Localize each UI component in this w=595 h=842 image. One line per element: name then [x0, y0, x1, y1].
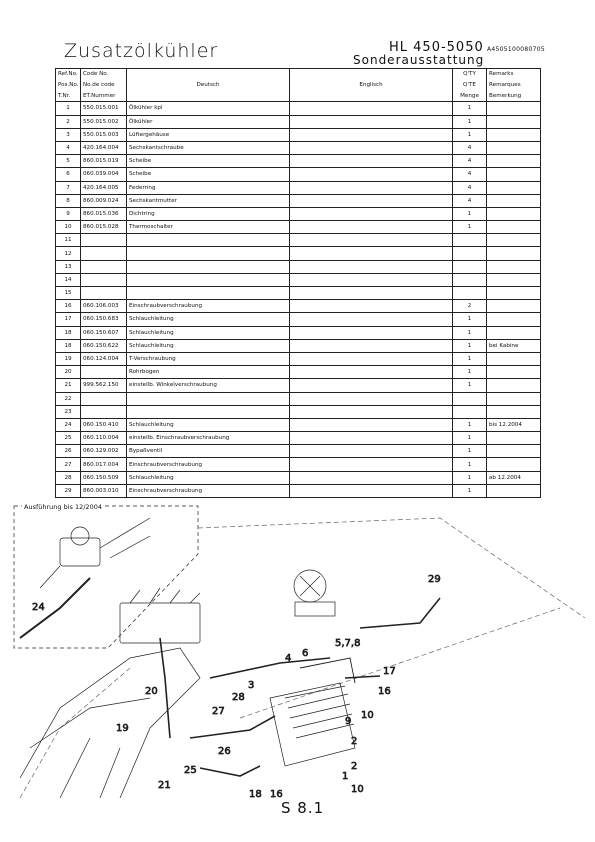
table-row — [56, 102, 541, 115]
cell-rem — [487, 155, 541, 168]
cell-de: einstellb. Winkelverschraubung — [127, 379, 290, 392]
cell-qty: 1 — [453, 313, 487, 326]
cell-qty: 1 — [453, 366, 487, 379]
cell-en — [290, 102, 453, 115]
cell-en — [290, 300, 453, 313]
cell-de: Schlauchleitung — [127, 339, 290, 352]
cell-qty: 1 — [453, 207, 487, 220]
cell-en — [290, 484, 453, 497]
cell-pos: 20 — [56, 366, 81, 379]
header-englisch: Englisch — [290, 80, 453, 91]
header-englisch-blank — [290, 69, 453, 80]
table-row — [56, 115, 541, 128]
cell-en — [290, 366, 453, 379]
cell-en — [290, 194, 453, 207]
cell-qty: 1 — [453, 471, 487, 484]
cell-pos: 7 — [56, 181, 81, 194]
cell-qty: 4 — [453, 155, 487, 168]
table-row — [56, 352, 541, 365]
cell-code: 060.150.683 — [81, 313, 127, 326]
cell-qty: 1 — [453, 458, 487, 471]
cell-pos: 15 — [56, 287, 81, 300]
cell-de: Schlauchleitung — [127, 326, 290, 339]
cell-pos: 8 — [56, 194, 81, 207]
cell-pos: 21 — [56, 379, 81, 392]
document-number: A4505100080705 — [487, 46, 545, 53]
cell-pos: 10 — [56, 221, 81, 234]
cell-en — [290, 432, 453, 445]
cell-de: Rohrbogen — [127, 366, 290, 379]
cell-rem — [487, 221, 541, 234]
oil-cooler-icon — [270, 658, 358, 766]
cell-de: Scheibe — [127, 168, 290, 181]
page-subtitle: Sonderausstattung — [353, 53, 485, 67]
table-row — [56, 247, 541, 260]
cell-de: Einschraubverschraubung — [127, 484, 290, 497]
table-row — [56, 458, 541, 471]
cell-de — [127, 273, 290, 286]
callout-label: 10 — [361, 710, 374, 721]
callout-label: 2 — [351, 761, 358, 772]
callout-label: 18 — [249, 789, 262, 798]
cell-qty: 2 — [453, 300, 487, 313]
cell-code: 060.150.607 — [81, 326, 127, 339]
cell-en — [290, 352, 453, 365]
table-row — [56, 418, 541, 431]
cell-qty: 1 — [453, 418, 487, 431]
cell-code — [81, 273, 127, 286]
cell-code: 860.017.004 — [81, 458, 127, 471]
cell-code — [81, 247, 127, 260]
cell-en — [290, 339, 453, 352]
table-row — [56, 300, 541, 313]
table-row — [56, 471, 541, 484]
callout-label: 2 — [351, 736, 358, 747]
cell-de: Schlauchleitung — [127, 471, 290, 484]
cell-rem — [487, 458, 541, 471]
table-row — [56, 313, 541, 326]
cell-rem: bis 12.2004 — [487, 418, 541, 431]
inset-frame — [14, 506, 198, 648]
cell-rem — [487, 181, 541, 194]
cell-pos: 28 — [56, 471, 81, 484]
cell-rem — [487, 168, 541, 181]
cell-qty — [453, 392, 487, 405]
callout-label: 4 — [285, 653, 292, 664]
table-row — [56, 141, 541, 154]
cell-pos: 18 — [56, 326, 81, 339]
header-deutsch-blank — [127, 69, 290, 80]
cell-code: 420.164.004 — [81, 141, 127, 154]
cell-en — [290, 418, 453, 431]
table-row — [56, 339, 541, 352]
cell-de: Schlauchleitung — [127, 418, 290, 431]
cell-de: Bypaßventil — [127, 445, 290, 458]
cell-pos: 9 — [56, 207, 81, 220]
cell-pos: 24 — [56, 418, 81, 431]
inset-valve-icon — [20, 518, 150, 638]
cell-de — [127, 405, 290, 418]
cell-pos: 4 — [56, 141, 81, 154]
cell-de: Dichtring — [127, 207, 290, 220]
table-row — [56, 168, 541, 181]
table-row — [56, 366, 541, 379]
cell-code: 550.015.002 — [81, 115, 127, 128]
cell-de: T-Verschraubung — [127, 352, 290, 365]
cell-rem — [487, 366, 541, 379]
cell-en — [290, 221, 453, 234]
cell-code: 060.106.003 — [81, 300, 127, 313]
cell-en — [290, 155, 453, 168]
exploded-view-drawing — [0, 498, 595, 798]
callout-label: 16 — [270, 789, 283, 798]
cell-de — [127, 260, 290, 273]
callout-label: 3 — [248, 680, 255, 691]
page-title: Zusatzölkühler — [64, 40, 219, 62]
cell-de — [127, 247, 290, 260]
cell-de: Sechskantmutter — [127, 194, 290, 207]
cell-rem — [487, 405, 541, 418]
cell-rem — [487, 273, 541, 286]
header-ref: Pos.No. — [56, 80, 81, 91]
cell-de: Schlauchleitung — [127, 313, 290, 326]
cell-en — [290, 128, 453, 141]
table-row — [56, 221, 541, 234]
cell-en — [290, 168, 453, 181]
callout-label: 25 — [184, 765, 197, 776]
callout-label: 16 — [378, 686, 391, 697]
callout-label: 19 — [116, 723, 129, 734]
cell-code: 060.129.002 — [81, 445, 127, 458]
header-qty: Q'TY — [453, 69, 487, 80]
callout-label: 29 — [428, 574, 441, 585]
table-row — [56, 260, 541, 273]
table-row — [56, 287, 541, 300]
table-row — [56, 405, 541, 418]
cell-code: 860.015.036 — [81, 207, 127, 220]
cell-de: einstellb. Einschraubverschraubung — [127, 432, 290, 445]
cell-rem — [487, 484, 541, 497]
table-row — [56, 155, 541, 168]
cell-rem: ab 12.2004 — [487, 471, 541, 484]
cell-code: 060.150.622 — [81, 339, 127, 352]
callout-label: 28 — [232, 692, 245, 703]
cell-code: 550.015.001 — [81, 102, 127, 115]
table-row — [56, 194, 541, 207]
cell-rem — [487, 141, 541, 154]
table-row — [56, 181, 541, 194]
cell-code — [81, 366, 127, 379]
cell-de: Sechskantschraube — [127, 141, 290, 154]
callout-label: 26 — [218, 746, 231, 757]
cell-pos: 13 — [56, 260, 81, 273]
callout-label: 6 — [302, 648, 309, 659]
cell-code: 060.124.004 — [81, 352, 127, 365]
cell-code: 999.562.150 — [81, 379, 127, 392]
cell-qty: 4 — [453, 194, 487, 207]
cell-pos: 14 — [56, 273, 81, 286]
cell-rem — [487, 313, 541, 326]
cell-en — [290, 247, 453, 260]
callout-label: 21 — [158, 780, 171, 791]
header-code: ET.Nummer — [81, 91, 127, 102]
header-deutsch: Deutsch — [127, 80, 290, 91]
cell-rem: bei Kabine — [487, 339, 541, 352]
cell-rem — [487, 260, 541, 273]
cell-en — [290, 273, 453, 286]
cell-rem — [487, 247, 541, 260]
cell-en — [290, 458, 453, 471]
cell-qty: 1 — [453, 379, 487, 392]
table-row — [56, 326, 541, 339]
cell-rem — [487, 379, 541, 392]
table-row — [56, 484, 541, 497]
cell-rem — [487, 392, 541, 405]
cell-code: 860.009.024 — [81, 194, 127, 207]
model-number: HL 450-5050 — [389, 40, 484, 55]
cell-pos: 22 — [56, 392, 81, 405]
header-deutsch-blank — [127, 91, 290, 102]
cell-de — [127, 287, 290, 300]
cell-en — [290, 313, 453, 326]
callout-label: 17 — [383, 666, 396, 677]
header-remarks: Remarks — [487, 69, 541, 80]
cell-code: 860.003.010 — [81, 484, 127, 497]
cell-rem — [487, 234, 541, 247]
cell-pos: 5 — [56, 155, 81, 168]
header-remarks: Remarques — [487, 80, 541, 91]
cell-en — [290, 471, 453, 484]
cell-code — [81, 287, 127, 300]
table-row — [56, 379, 541, 392]
cell-pos: 6 — [56, 168, 81, 181]
control-valve-icon — [120, 588, 200, 643]
cell-en — [290, 326, 453, 339]
page-number: S 8.1 — [281, 799, 325, 817]
cell-code — [81, 392, 127, 405]
filter-housing-icon — [294, 570, 335, 616]
cell-qty: 1 — [453, 339, 487, 352]
cell-rem — [487, 352, 541, 365]
cell-de: Ölkühler — [127, 115, 290, 128]
cell-rem — [487, 102, 541, 115]
cell-qty — [453, 260, 487, 273]
cell-qty — [453, 273, 487, 286]
table-row — [56, 234, 541, 247]
table-row — [56, 207, 541, 220]
cell-de — [127, 234, 290, 247]
cell-en — [290, 115, 453, 128]
header-qty: Menge — [453, 91, 487, 102]
cell-de: Thermoschalter — [127, 221, 290, 234]
cell-en — [290, 141, 453, 154]
cell-pos: 11 — [56, 234, 81, 247]
callout-label: 9 — [345, 716, 352, 727]
cell-code: 550.015.003 — [81, 128, 127, 141]
cell-pos: 2 — [56, 115, 81, 128]
cell-en — [290, 207, 453, 220]
cell-code: 860.015.028 — [81, 221, 127, 234]
cell-qty: 1 — [453, 102, 487, 115]
cell-qty: 1 — [453, 352, 487, 365]
cell-code — [81, 234, 127, 247]
cell-rem — [487, 128, 541, 141]
table-row — [56, 432, 541, 445]
cell-code — [81, 260, 127, 273]
cell-en — [290, 234, 453, 247]
cell-qty — [453, 405, 487, 418]
cell-qty: 1 — [453, 432, 487, 445]
cell-de — [127, 392, 290, 405]
cell-pos: 25 — [56, 432, 81, 445]
cell-qty: 1 — [453, 128, 487, 141]
cell-qty: 1 — [453, 326, 487, 339]
hose-lines-icon — [160, 598, 440, 776]
cell-rem — [487, 194, 541, 207]
callout-label: 20 — [145, 686, 158, 697]
cell-de: Lüftergehäuse — [127, 128, 290, 141]
cell-code: 060.039.004 — [81, 168, 127, 181]
cell-rem — [487, 115, 541, 128]
cell-pos: 23 — [56, 405, 81, 418]
table-row — [56, 445, 541, 458]
table-row — [56, 273, 541, 286]
header-ref: T.Nr. — [56, 91, 81, 102]
cell-code: 420.164.005 — [81, 181, 127, 194]
cell-qty: 1 — [453, 484, 487, 497]
cell-code — [81, 405, 127, 418]
callout-label: 5,7,8 — [335, 638, 361, 649]
cell-qty — [453, 247, 487, 260]
cell-en — [290, 260, 453, 273]
cell-qty: 4 — [453, 141, 487, 154]
cell-qty: 1 — [453, 221, 487, 234]
cell-rem — [487, 326, 541, 339]
cell-qty — [453, 287, 487, 300]
cell-de: Federring — [127, 181, 290, 194]
header-englisch-blank — [290, 91, 453, 102]
cell-qty: 1 — [453, 445, 487, 458]
parts-table-body — [56, 102, 541, 498]
cell-qty: 4 — [453, 181, 487, 194]
table-row — [56, 128, 541, 141]
cell-code: 060.150.410 — [81, 418, 127, 431]
cell-qty: 4 — [453, 168, 487, 181]
cell-pos: 27 — [56, 458, 81, 471]
cell-de: Ölkühler kpl — [127, 102, 290, 115]
cell-rem — [487, 300, 541, 313]
cell-en — [290, 445, 453, 458]
cell-qty — [453, 234, 487, 247]
callout-label: 27 — [212, 706, 225, 717]
cell-pos: 29 — [56, 484, 81, 497]
header-code: No.de code — [81, 80, 127, 91]
inset-caption: Ausführung bis 12/2004 — [24, 503, 102, 511]
cell-rem — [487, 432, 541, 445]
cell-en — [290, 379, 453, 392]
header-code: Code No. — [81, 69, 127, 80]
cell-pos: 19 — [56, 352, 81, 365]
cell-pos: 16 — [56, 300, 81, 313]
cell-code: 060.150.509 — [81, 471, 127, 484]
cell-de: Scheibe — [127, 155, 290, 168]
cell-de: Einschraubverschraubung — [127, 458, 290, 471]
cell-code: 860.015.019 — [81, 155, 127, 168]
cell-rem — [487, 445, 541, 458]
cell-pos: 26 — [56, 445, 81, 458]
cell-code: 060.110.004 — [81, 432, 127, 445]
cell-pos: 12 — [56, 247, 81, 260]
cell-pos: 1 — [56, 102, 81, 115]
cell-pos: 17 — [56, 313, 81, 326]
callout-label: 24 — [32, 602, 45, 613]
cell-rem — [487, 287, 541, 300]
callout-label: 10 — [351, 784, 364, 795]
cell-pos: 18 — [56, 339, 81, 352]
parts-table — [55, 68, 541, 498]
header-ref: Ref.No. — [56, 69, 81, 80]
header-qty: Q'TE — [453, 80, 487, 91]
callout-label: 1 — [342, 771, 349, 782]
cell-en — [290, 392, 453, 405]
machine-frame — [20, 648, 200, 798]
header-remarks: Bemerkung — [487, 91, 541, 102]
cell-en — [290, 181, 453, 194]
parts-table-header — [56, 69, 541, 102]
cell-rem — [487, 207, 541, 220]
table-row — [56, 392, 541, 405]
cell-qty: 1 — [453, 115, 487, 128]
cell-en — [290, 405, 453, 418]
cell-de: Einschraubverschraubung — [127, 300, 290, 313]
cell-en — [290, 287, 453, 300]
cell-pos: 3 — [56, 128, 81, 141]
